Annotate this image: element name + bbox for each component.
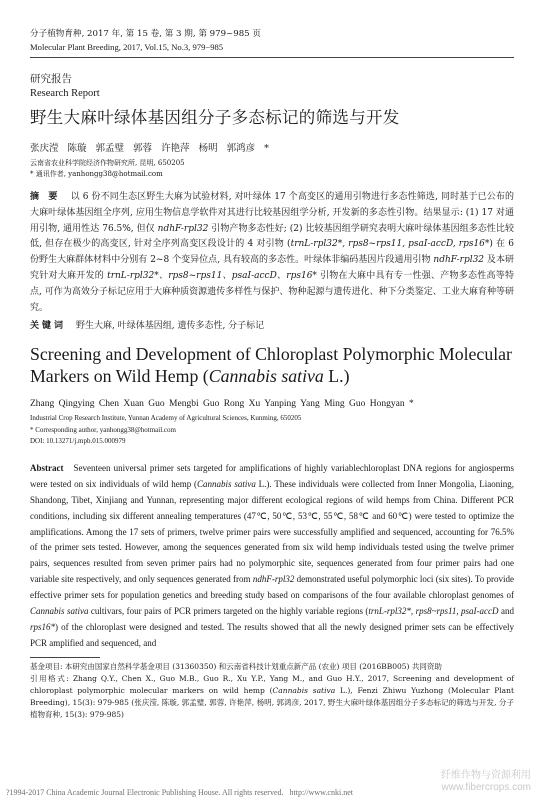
title-en-main: Screening and Development of Chloroplast Polymorphic Molecular Markers on Wild Hemp ( [30,344,512,387]
journal-header-zh: 分子植物育种, 2017 年, 第 15 卷, 第 3 期, 第 979~985 页 [30,29,261,39]
authors-zh: 张庆滢 陈璇 郭孟璧 郭蓉 许艳萍 杨明 郭鸿彦 * [30,143,269,154]
gene-name: trnL-rpl32*、rps8~rps11、psaI-accD、rps16* [107,270,317,281]
gene-name: rps16* [30,621,56,632]
section-label-zh: 研究报告 [30,73,72,85]
gene-name: trnL-rpl32*, rps8~rps11, psaI-accD, rps16* [290,239,490,250]
journal-header-en: Molecular Plant Breeding, 2017, Vol.15, No.3, 979−985 [30,42,224,52]
abstract-en-text: ) of the chloroplast were designed and tested. The results showed that all the newly designed primer sets can be effectively PCR amplified and sequenced, and [30,621,514,648]
title-en-tail: L.) [323,366,350,387]
keywords-zh [30,318,514,331]
abstract-zh-label: 摘 要 [30,192,61,202]
gene-name: ndhF-rpl32 [157,223,209,234]
affiliation-zh: 云南省农业科学院经济作物研究所, 昆明, 650205 [30,159,185,167]
abstract-en-text: cultivars, four pairs of PCR primers targeted on the highly variable regions ( [88,606,369,617]
section-label-en: Research Report [30,88,100,99]
abstract-en-text: Seventeen universal primer sets targeted for amplifications of highly variablechloroplast DNA regions for angiosperms were tested on six individuals of wild hemp ( [30,462,514,489]
header-rule [30,57,514,58]
watermark-url: www.fibercrops.com [441,782,531,793]
species-name: Cannabis sativa [197,478,256,489]
abstract-zh [30,190,514,316]
watermark-text: 纤维作物与资源利用 [441,770,531,781]
gene-name: ndhF-rpl32 [252,574,295,585]
article-page [30,28,514,721]
abstract-zh-text: ) 在 6 份野生大麻群体材料中分别有 2~8 个变异位点, 具有较高的多态性。叶绿体非编码基因片段通用引物 [30,239,514,266]
abstract-en-text: L.). These individuals were collected from Inner Mongolia, Liaoning, Shandong, Tibet, Xinjiang and Yunnan, representing major different ecological regions of wild hemps from China. Different PCR conditions, including six different annealing temperatures (47℃, 50℃, 53℃, 55℃, 58℃ and 60℃) were tested to optimize the amplifications. Among the 17 sets of primers, twelve primer pairs were successfully amplified and sequenced, accounting for 76.5% of the primer sets tested. However, among the sequences generated from six wild hemp individuals tested using the twelve primer pairs, sequences resulted from seven primer pairs had no polymorphic site, sequences generated from four primer pairs had one variable site respectively, and only sequences generated from [30,478,514,585]
citation-text: L.), Fenzi Zhiwu Yuzhong (Molecular Plant Breeding), 15(3): 979-985 (张庆滢, 陈璇, 郭孟璧, 郭蓉, 许艳萍, 杨明, 郭鸿彦, 2017, 野生大麻叶绿体基因组分子多态标记的筛选与开发, 分子植物育种, 15(3): 979-985) [30,685,514,719]
keywords-zh-text: 野生大麻, 叶绿体基因组, 遗传多态性, 分子标记 [76,321,265,332]
copyright-text: ?1994-2017 China Academic Journal Electronic Publishing House. All rights reserved. [6,788,284,797]
footnote-fund: 基金项目: 本研究由国家自然科学基金项目 (31360350) 和云南省科技计划重点新产品 (农业) 项目 (2016BB005) 共同资助 [30,661,442,671]
authors-en: Zhang Qingying Chen Xuan Guo Mengbi Guo Rong Xu Yanping Yang Ming Guo Hongyan * [30,399,414,410]
footnote-citation [30,673,514,721]
correspondence-en: * Corresponding author, yanhongg38@hotmail.com [30,425,176,434]
doi: DOI: 10.13271/j.mpb.015.000979 [30,437,126,446]
abstract-zh-text: 引物在大麻中具有专一性强、产物多态性高等特点, 可作为高效分子标记应用于大麻种质资源遗传多样性与保护、物种起源与遗传进化、种下分类鉴定、工业大麻育种等研究。 [30,270,514,313]
abstract-en-text: and [498,606,514,617]
title-zh: 野生大麻叶绿体基因组分子多态标记的筛选与开发 [30,108,400,127]
correspondence-zh: * 通讯作者, yanhongg38@hotmail.com [30,170,163,178]
abstract-en [30,461,514,652]
gene-name: ndhF-rpl32 [433,255,485,266]
species-name: Cannabis sativa [272,685,336,695]
copyright-footer [6,788,534,797]
footnote-rule [30,657,100,658]
copyright-link[interactable]: http://www.cnki.net [289,788,353,797]
keywords-zh-label: 关键词 [30,321,67,332]
abstract-zh-text: 以 6 份不同生态区野生大麻为试验材料, 对叶绿体 17 个高变区的通用引物进行多态性筛选, 同时基于已公布的大麻叶绿体基因组全序列, 应用生物信息学软件对其进行比较基因组学分析, 开发新的多态性引物。结果显示: (1) 17 对通用引物, 通用性达 76.5%, 但仅 [30,192,514,234]
abstract-en-label: Abstract [30,462,64,473]
citation-text: 引用格式: Zhang Q.Y., Chen X., Guo M.B., Guo R., Xu Y.P., Yang M., and Guo H.Y., 2017, Screening and development of chloroplast polymorphic molecular markers on wild hemp ( [30,673,514,695]
abstract-zh-text: 及本研究针对大麻开发的 [30,255,514,281]
title-en [30,343,514,387]
abstract-zh-text: 引物产物多态性好; (2) 比较基因组学研究表明大麻叶绿体基因组多态性比较低, 但存在极少的高变区, 针对全序列高变区段设计的 4 对引物 ( [30,223,514,250]
affiliation-en: Industrial Crop Research Institute, Yunnan Academy of Agricultural Sciences, Kunming, 650205 [30,414,302,423]
gene-name: trnL-rpl32*, rps8~rps11, psaI-accD [368,606,499,617]
abstract-en-text: demonstrated useful polymorphic loci (six sites). To provide effective primer sets for population genetics and breeding study based on comparisons of the four available chloroplast genomes of [30,574,514,601]
species-name: Cannabis sativa [30,606,89,617]
title-en-species: Cannabis sativa [208,366,324,387]
